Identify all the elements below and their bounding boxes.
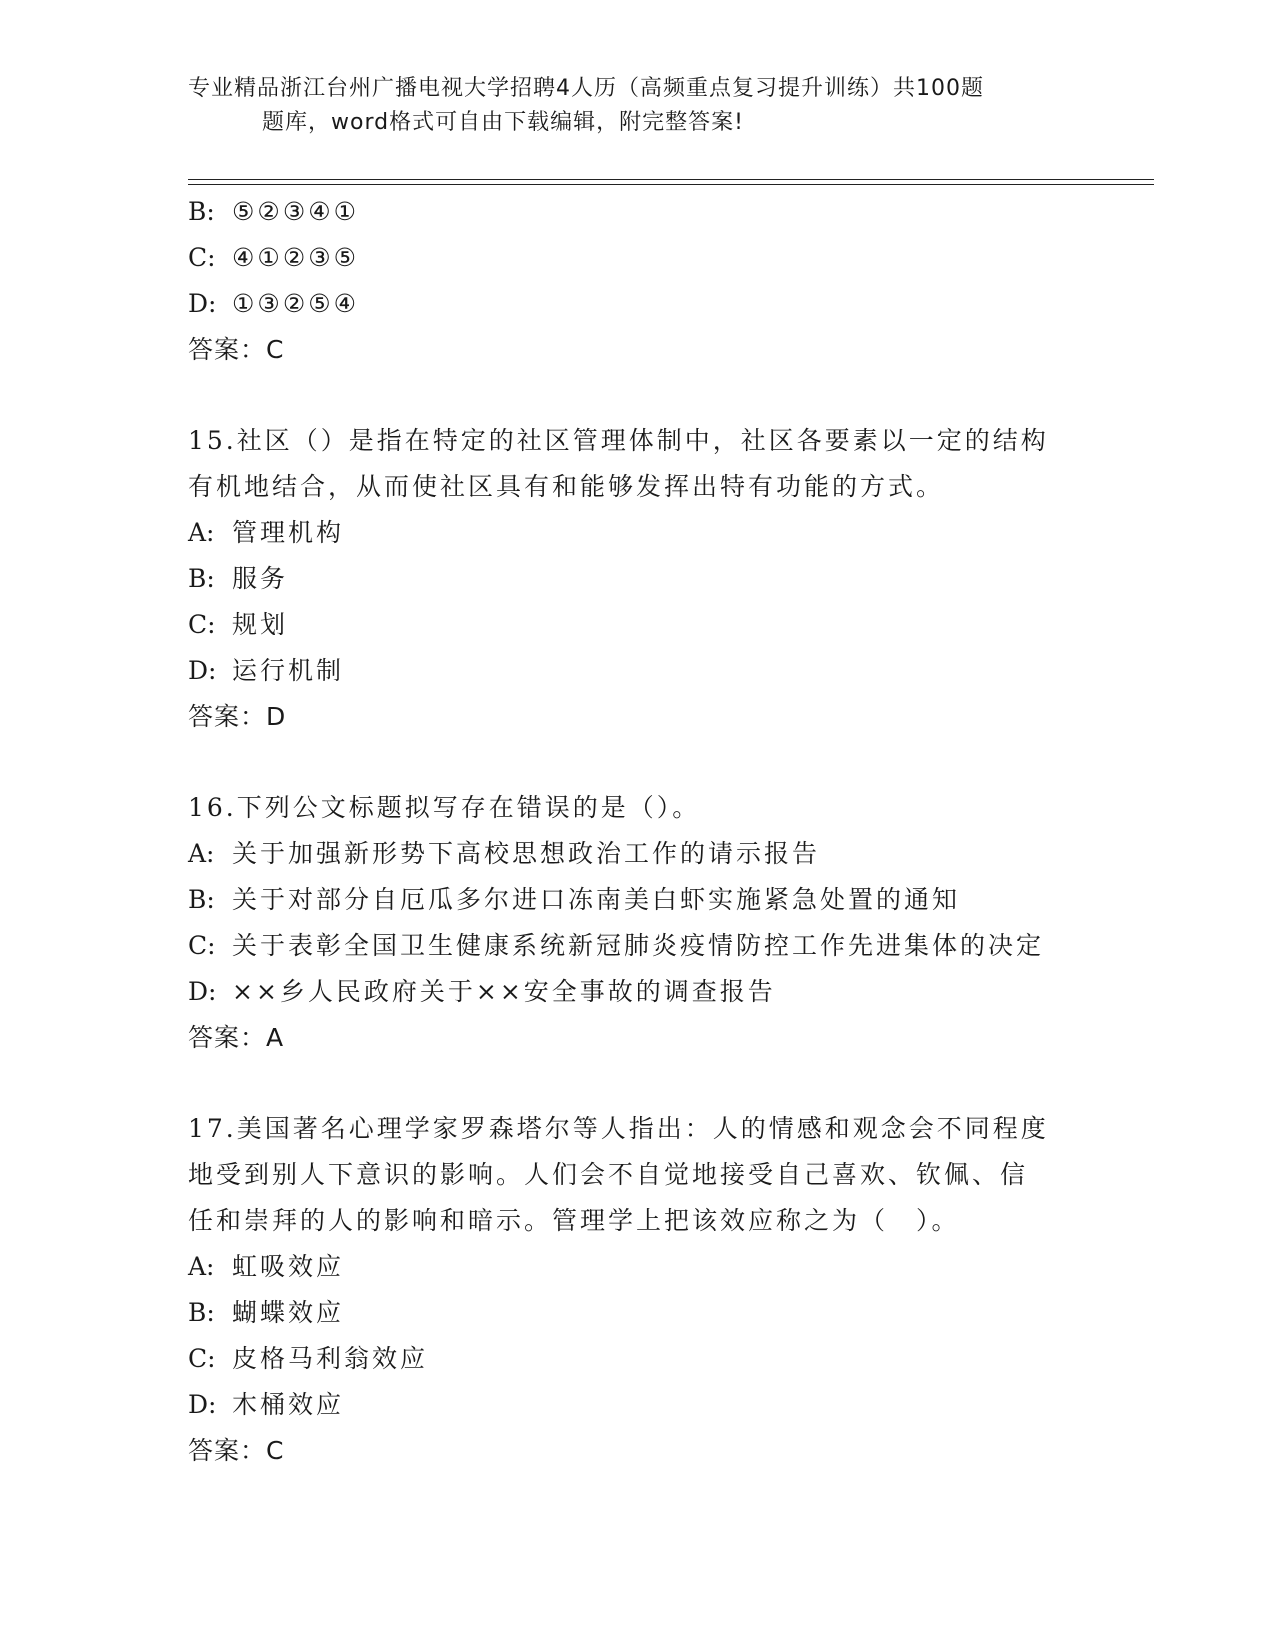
option-text: 关于对部分自厄瓜多尔进口冻南美白虾实施紧急处置的通知 xyxy=(232,885,961,914)
option-b xyxy=(188,556,1088,602)
header-rule-bottom xyxy=(188,184,1154,185)
option-d xyxy=(188,648,1088,694)
question-15 xyxy=(188,418,1088,740)
header-title-line-1: 专业精品浙江台州广播电视大学招聘4人历（高频重点复习提升训练）共100题 xyxy=(188,76,984,101)
option-key: A: xyxy=(188,518,215,547)
option-a xyxy=(188,1244,1088,1290)
option-text: 运行机制 xyxy=(232,656,345,685)
option-key: D: xyxy=(188,1390,217,1419)
option-c xyxy=(188,923,1088,969)
option-key: B: xyxy=(188,564,215,593)
question-17 xyxy=(188,1106,1088,1474)
option-key: D: xyxy=(188,977,217,1006)
prev-question-block xyxy=(188,189,1088,373)
header-title-line-2: 题库，word格式可自由下载编辑，附完整答案! xyxy=(262,110,744,135)
option-text: ⑤②③④① xyxy=(232,197,360,226)
question-text-line: 15.社区（）是指在特定的社区管理体制中，社区各要素以一定的结构 xyxy=(188,426,1049,455)
option-key: C: xyxy=(188,1344,216,1373)
option-text: 关于加强新形势下高校思想政治工作的请示报告 xyxy=(232,839,821,868)
option-text: ××乡人民政府关于××安全事故的调查报告 xyxy=(232,977,776,1006)
question-text-line: 16.下列公文标题拟写存在错误的是（）。 xyxy=(188,793,701,822)
option-key: A: xyxy=(188,839,215,868)
answer-line: 答案：A xyxy=(188,1023,285,1052)
option-b xyxy=(188,1290,1088,1336)
answer-line: 答案：D xyxy=(188,702,287,731)
option-text: ①③②⑤④ xyxy=(232,289,360,318)
option-text: 虹吸效应 xyxy=(232,1252,345,1281)
option-c xyxy=(188,602,1088,648)
option-text: 规划 xyxy=(232,610,289,639)
header-rule-top xyxy=(188,179,1154,180)
answer-line: 答案：C xyxy=(188,335,285,364)
option-c xyxy=(188,1336,1088,1382)
option-a xyxy=(188,510,1088,556)
question-text-line: 地受到别人下意识的影响。人们会不自觉地接受自己喜欢、钦佩、信 xyxy=(188,1160,1029,1189)
answer-line: 答案：C xyxy=(188,1436,285,1465)
option-key: D: xyxy=(188,289,217,318)
option-d xyxy=(188,1382,1088,1428)
option-text: 关于表彰全国卫生健康系统新冠肺炎疫情防控工作先进集体的决定 xyxy=(232,931,1045,960)
option-text: 木桶效应 xyxy=(232,1390,345,1419)
document-header xyxy=(188,72,1088,140)
option-a xyxy=(188,831,1088,877)
question-text-line: 17.美国著名心理学家罗森塔尔等人指出：人的情感和观念会不同程度 xyxy=(188,1114,1049,1143)
option-text: ④①②③⑤ xyxy=(232,243,360,272)
option-text: 蝴蝶效应 xyxy=(232,1298,345,1327)
option-b xyxy=(188,189,1088,235)
option-key: A: xyxy=(188,1252,215,1281)
option-key: C: xyxy=(188,243,216,272)
option-text: 皮格马利翁效应 xyxy=(232,1344,429,1373)
question-content xyxy=(188,189,1088,1474)
option-key: C: xyxy=(188,931,216,960)
option-c xyxy=(188,235,1088,281)
option-text: 管理机构 xyxy=(232,518,345,547)
option-key: C: xyxy=(188,610,216,639)
option-key: D: xyxy=(188,656,217,685)
option-d xyxy=(188,969,1088,1015)
option-b xyxy=(188,877,1088,923)
option-key: B: xyxy=(188,885,215,914)
option-key: B: xyxy=(188,197,215,226)
option-text: 服务 xyxy=(232,564,289,593)
question-16 xyxy=(188,785,1088,1061)
option-key: B: xyxy=(188,1298,215,1327)
question-text-line: 任和崇拜的人的影响和暗示。管理学上把该效应称之为（ ）。 xyxy=(188,1206,960,1235)
question-text-line: 有机地结合，从而使社区具有和能够发挥出特有功能的方式。 xyxy=(188,472,945,501)
option-d xyxy=(188,281,1088,327)
